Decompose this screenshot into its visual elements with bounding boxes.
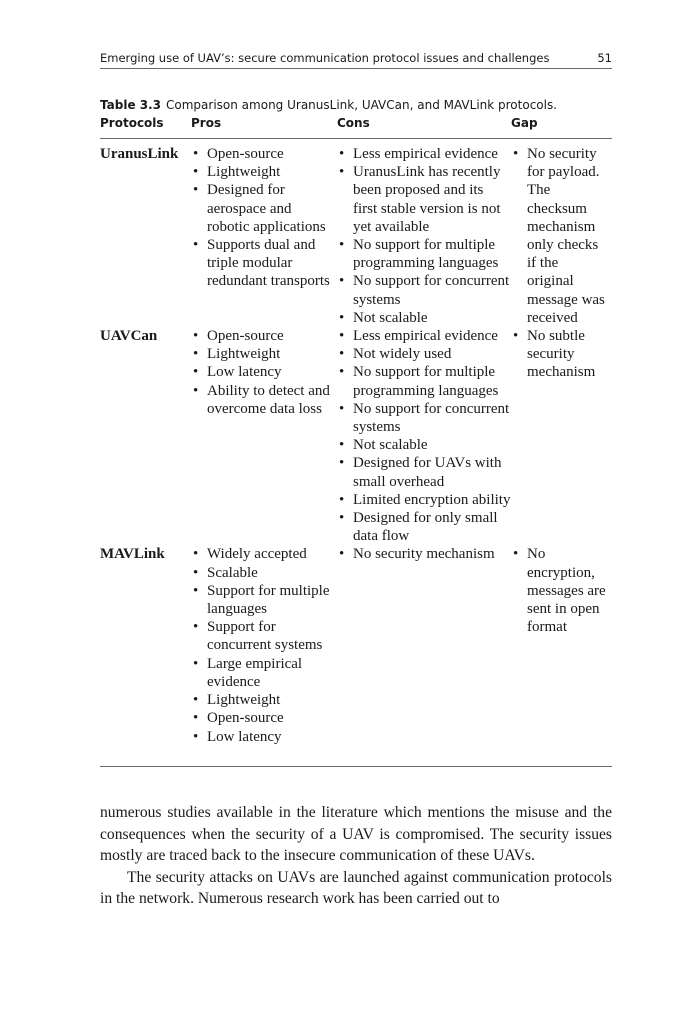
gap-cell [511, 545, 607, 745]
cons-item: • No support for concurrent systems [337, 400, 511, 436]
cons-item: • No security mechanism [337, 545, 511, 563]
cons-item: • Limited encryption ability [337, 491, 511, 509]
cons-cell [337, 545, 511, 745]
pros-item: • Widely accepted [191, 545, 337, 563]
table-row [100, 545, 612, 745]
pros-item: • Scalable [191, 564, 337, 582]
pros-item: • Low latency [191, 363, 337, 381]
gap-list [511, 327, 607, 382]
pros-item: • Open-source [191, 327, 337, 345]
column-header-cons: Cons [337, 116, 370, 130]
table-caption [100, 98, 620, 112]
pros-item: • Open-source [191, 709, 337, 727]
pros-list [191, 327, 337, 418]
pros-item: • Support for concurrent systems [191, 618, 337, 654]
pros-item: • Support for multiple languages [191, 582, 337, 618]
gap-cell [511, 327, 607, 545]
table-caption-text: Comparison among UranusLink, UAVCan, and MAVLink protocols. [166, 98, 558, 112]
table-caption-label: Table 3.3 [100, 98, 162, 112]
pros-list [191, 145, 337, 291]
body-text [100, 802, 612, 910]
gap-list [511, 545, 607, 636]
cons-list [337, 145, 511, 327]
cons-item: • Not scalable [337, 436, 511, 454]
running-title: Emerging use of UAV’s: secure communication protocol issues and challenges [100, 51, 550, 65]
gap-item: • No encryption, messages are sent in open format [511, 545, 607, 636]
column-header-pros: Pros [191, 116, 222, 130]
pros-item: • Lightweight [191, 345, 337, 363]
pros-item: • Lightweight [191, 163, 337, 181]
pros-item: • Lightweight [191, 691, 337, 709]
protocol-name: UranusLink [100, 146, 179, 162]
cons-cell [337, 145, 511, 327]
cons-item: • UranusLink has recently been proposed and its first stable version is not yet available [337, 163, 511, 236]
page-number: 51 [597, 51, 612, 65]
table-bottom-rule [100, 766, 612, 767]
pros-item: • Ability to detect and overcome data loss [191, 382, 337, 418]
pros-item: • Supports dual and triple modular redundant transports [191, 236, 337, 291]
pros-cell [191, 545, 337, 745]
table-row [100, 327, 612, 545]
cons-item: • No support for concurrent systems [337, 272, 511, 308]
pros-cell [191, 327, 337, 545]
column-header-protocols: Protocols [100, 116, 164, 130]
pros-item: • Large empirical evidence [191, 655, 337, 691]
cons-item: • Not scalable [337, 309, 511, 327]
running-header [100, 51, 612, 69]
pros-item: • Designed for aerospace and robotic applications [191, 181, 337, 236]
pros-list [191, 545, 337, 745]
comparison-table [100, 145, 612, 746]
pros-item: • Open-source [191, 145, 337, 163]
gap-item: • No security for payload. The checksum mechanism only checks if the original message was received [511, 145, 607, 327]
cons-list [337, 545, 511, 563]
gap-list [511, 145, 607, 327]
column-header-gap: Gap [511, 116, 538, 130]
cons-item: • No support for multiple programming languages [337, 363, 511, 399]
cons-item: • No support for multiple programming languages [337, 236, 511, 272]
cons-item: • Designed for UAVs with small overhead [337, 454, 511, 490]
body-paragraph: numerous studies available in the literature which mentions the misuse and the consequences when the security of a UAV is compromised. The security issues mostly are traced back to the insecure communication of these UAVs. [100, 804, 612, 865]
cons-list [337, 327, 511, 545]
pros-item: • Low latency [191, 728, 337, 746]
cons-item: • Less empirical evidence [337, 145, 511, 163]
gap-item: • No subtle security mechanism [511, 327, 607, 382]
table-row [100, 145, 612, 327]
table-header-rule [100, 138, 612, 139]
cons-item: • Less empirical evidence [337, 327, 511, 345]
pros-cell [191, 145, 337, 327]
cons-item: • Not widely used [337, 345, 511, 363]
protocol-name: MAVLink [100, 546, 165, 563]
body-paragraph: The security attacks on UAVs are launched against communication protocols in the network. Numerous research work has been carried out to [100, 868, 612, 908]
protocol-name: UAVCan [100, 328, 158, 345]
gap-cell [511, 145, 607, 327]
cons-cell [337, 327, 511, 545]
cons-item: • Designed for only small data flow [337, 509, 511, 545]
